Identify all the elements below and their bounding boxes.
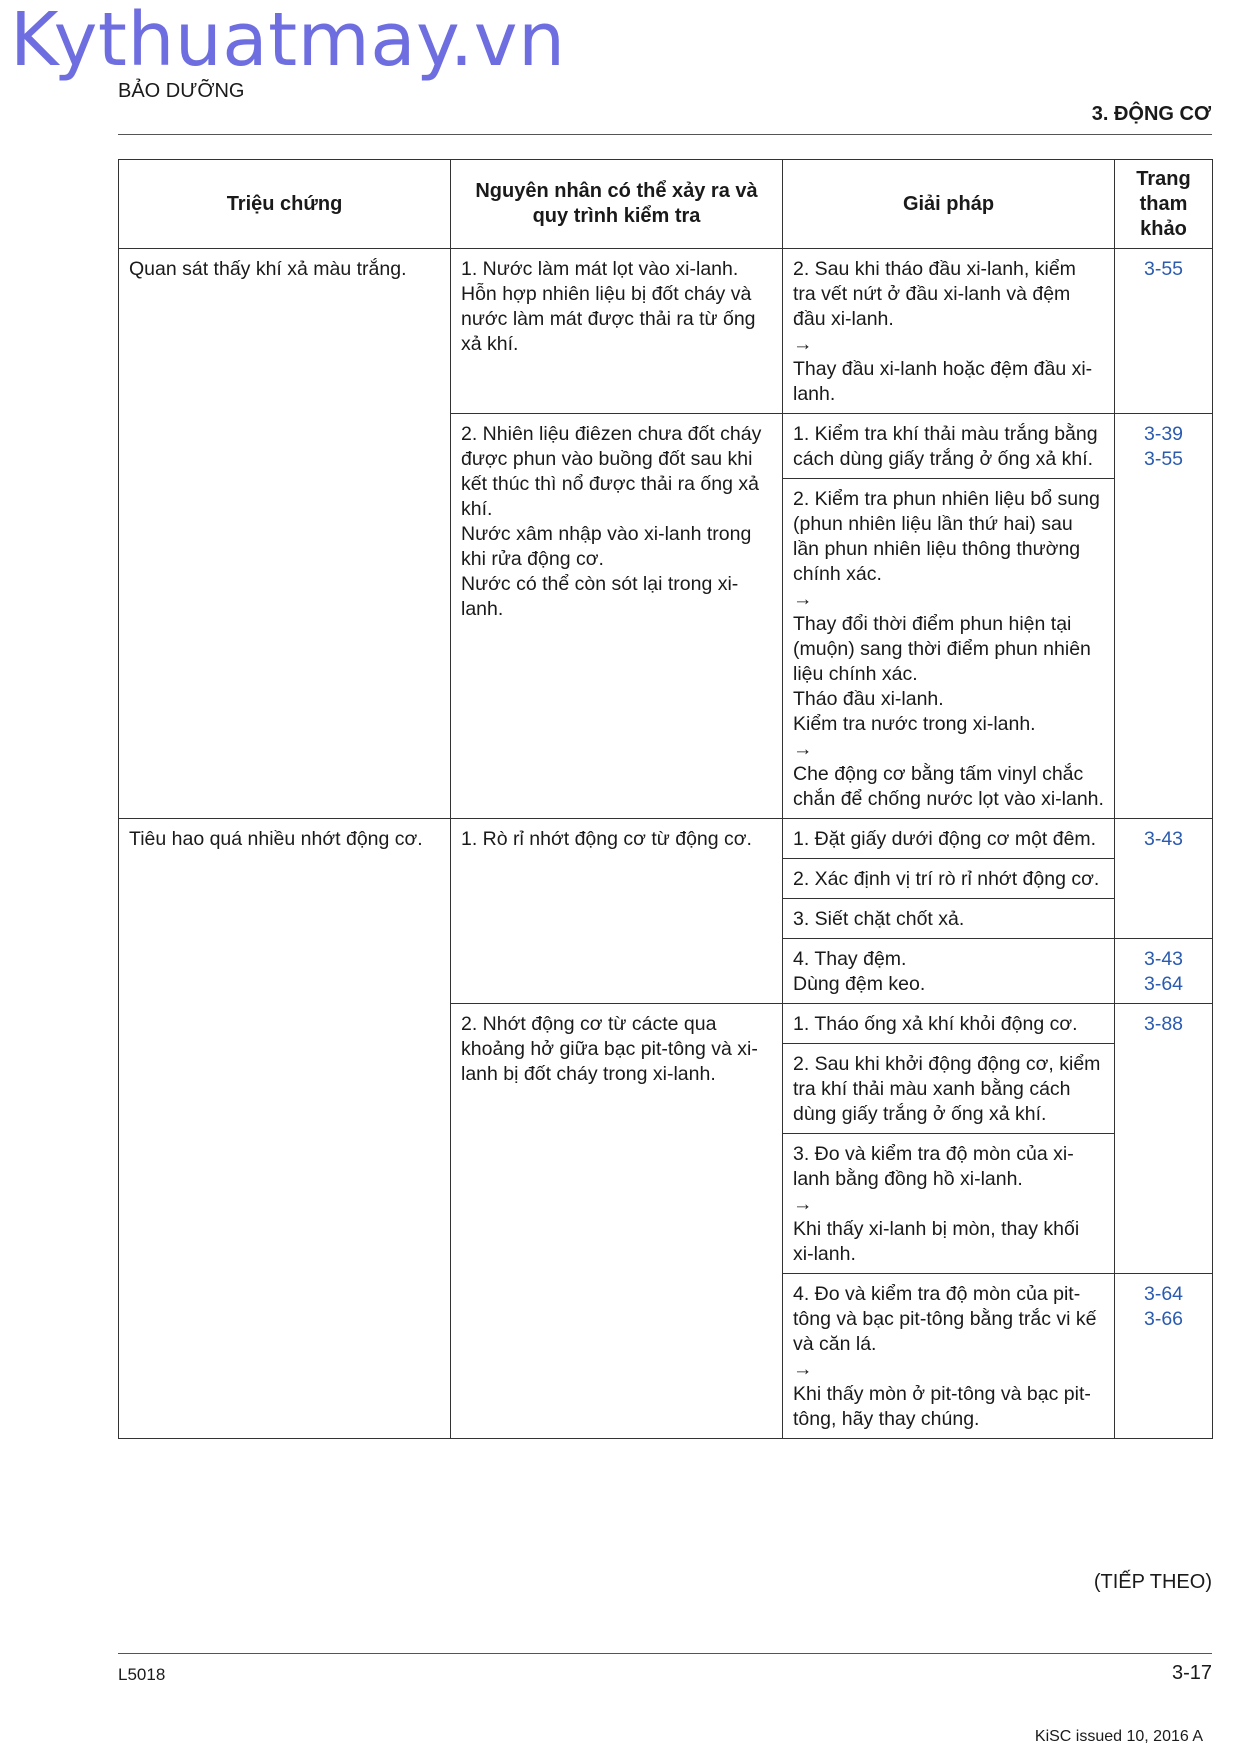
reference-cell: 3-64 3-66 <box>1115 1274 1213 1439</box>
solution-cell: 2. Xác định vị trí rò rỉ nhớt động cơ. <box>783 859 1115 899</box>
reference-cell: 3-43 <box>1115 819 1213 939</box>
chapter-title: 3. ĐỘNG CƠ <box>1091 103 1211 125</box>
solution-cell: 4. Đo và kiểm tra độ mòn của pit-tông và bạc pit-tông bằng trắc vi kế và căn lá. → Khi thấy mòn ở pit-tông và bạc pit-tông, hãy thay chúng. <box>783 1274 1115 1439</box>
solution-cell: 1. Đặt giấy dưới động cơ một đêm. <box>783 819 1115 859</box>
solution-cell: 2. Sau khi tháo đầu xi-lanh, kiểm tra vết nứt ở đầu xi-lanh và đệm đầu xi-lanh. → Thay đầu xi-lanh hoặc đệm đầu xi-lanh. <box>783 249 1115 414</box>
reference-cell: 3-88 <box>1115 1004 1213 1274</box>
issue-note: KiSC issued 10, 2016 A <box>1034 1728 1203 1745</box>
solution-cell: 3. Đo và kiểm tra độ mòn của xi-lanh bằng đồng hồ xi-lanh. → Khi thấy xi-lanh bị mòn, thay khối xi-lanh. <box>783 1134 1115 1274</box>
page-number: 3-17 <box>1171 1662 1212 1684</box>
table-header-row <box>119 160 1213 249</box>
reference-cell: 3-43 3-64 <box>1115 939 1213 1004</box>
solution-cell: 1. Tháo ống xả khí khỏi động cơ. <box>783 1004 1115 1044</box>
header-divider <box>118 134 1212 135</box>
cause-cell: 1. Nước làm mát lọt vào xi-lanh. Hỗn hợp nhiên liệu bị đốt cháy và nước làm mát được thải ra từ ống xả khí. <box>451 249 783 414</box>
symptom-cell: Quan sát thấy khí xả màu trắng. <box>119 249 451 819</box>
document-code: L5018 <box>118 1665 166 1684</box>
solution-cell: 4. Thay đệm. Dùng đệm keo. <box>783 939 1115 1004</box>
section-title: BẢO DƯỠNG <box>118 80 245 102</box>
header-symptom: Triệu chứng <box>119 160 451 249</box>
watermark-logo: Kythuatmay.vn <box>10 0 566 83</box>
header-reference-page: Trang tham khảo <box>1115 160 1213 249</box>
header-solution: Giải pháp <box>783 160 1115 249</box>
troubleshooting-table <box>118 159 1213 1439</box>
table-row <box>119 249 1213 414</box>
cause-cell: 1. Rò rỉ nhớt động cơ từ động cơ. <box>451 819 783 1004</box>
symptom-cell: Tiêu hao quá nhiều nhớt động cơ. <box>119 819 451 1439</box>
reference-cell: 3-55 <box>1115 249 1213 414</box>
cause-cell: 2. Nhớt động cơ từ cácte qua khoảng hở giữa bạc pit-tông và xi-lanh bị đốt cháy trong xi-lanh. <box>451 1004 783 1439</box>
footer-divider <box>118 1653 1212 1654</box>
reference-cell: 3-39 3-55 <box>1115 414 1213 819</box>
solution-cell: 2. Sau khi khởi động động cơ, kiểm tra khí thải màu xanh bằng cách dùng giấy trắng ở ống xả khí. <box>783 1044 1115 1134</box>
solution-cell: 1. Kiểm tra khí thải màu trắng bằng cách dùng giấy trắng ở ống xả khí. <box>783 414 1115 479</box>
table-row <box>119 819 1213 859</box>
header-cause: Nguyên nhân có thể xảy ra và quy trình kiểm tra <box>451 160 783 249</box>
solution-cell: 3. Siết chặt chốt xả. <box>783 899 1115 939</box>
solution-cell: 2. Kiểm tra phun nhiên liệu bổ sung (phun nhiên liệu lần thứ hai) sau lần phun nhiên liệu thông thường chính xác. → Thay đổi thời điểm phun hiện tại (muộn) sang thời điểm phun nhiên liệu chính xác. Tháo đầu xi-lanh. Kiểm tra nước trong xi-lanh. → Che động cơ bằng tấm vinyl chắc chắn để chống nước lọt vào xi-lanh. <box>783 479 1115 819</box>
continued-label: (TIẾP THEO) <box>1093 1571 1212 1593</box>
cause-cell: 2. Nhiên liệu điêzen chưa đốt cháy được phun vào buồng đốt sau khi kết thúc thì nổ được thải ra ống xả khí. Nước xâm nhập vào xi-lanh trong khi rửa động cơ. Nước có thể còn sót lại trong xi-lanh. <box>451 414 783 819</box>
